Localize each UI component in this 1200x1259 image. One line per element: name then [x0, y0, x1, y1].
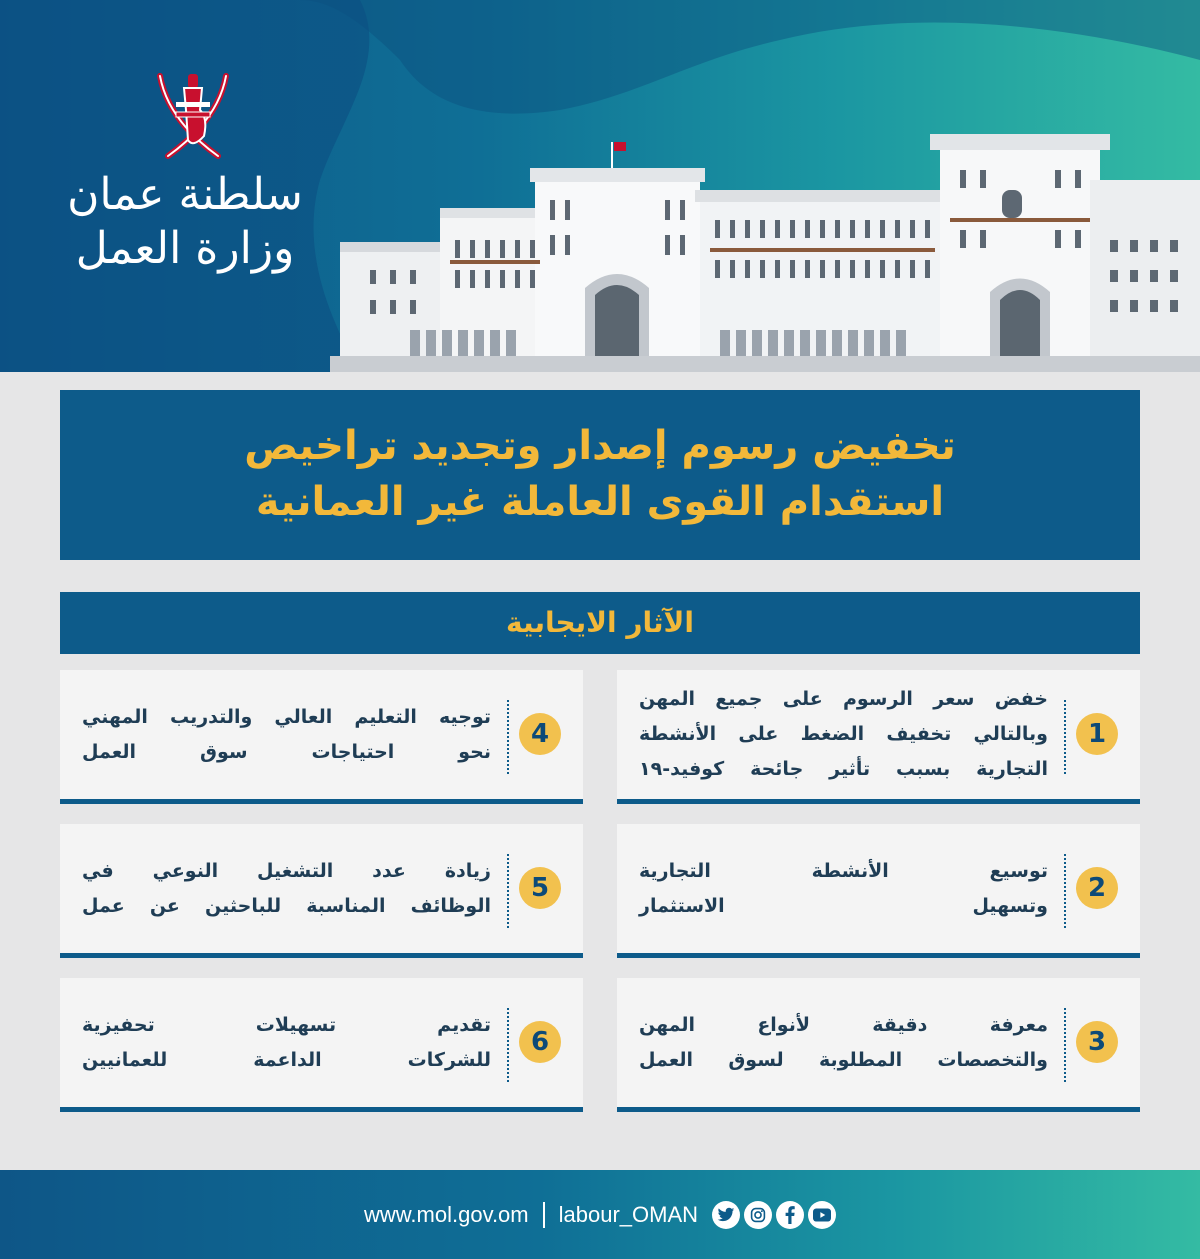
effect-line: وتسهيل الاستثمار — [639, 894, 1048, 917]
dotted-divider — [507, 1008, 509, 1082]
footer-divider — [543, 1202, 545, 1228]
dotted-divider — [1064, 854, 1066, 928]
social-icons — [712, 1201, 836, 1229]
ministry-line-country: سلطنة عمان — [67, 169, 303, 220]
social-handle[interactable]: labour_OMAN — [558, 1202, 699, 1227]
effect-number-badge: 4 — [519, 713, 561, 755]
youtube-icon[interactable] — [808, 1201, 836, 1229]
effect-number-badge: 2 — [1076, 867, 1118, 909]
dotted-divider — [507, 700, 509, 774]
effect-card-1 — [617, 670, 1140, 804]
footer-bar — [0, 1170, 1200, 1259]
oman-emblem-icon — [148, 70, 238, 162]
facebook-icon[interactable] — [776, 1201, 804, 1229]
effect-text — [82, 978, 491, 1107]
effect-number-badge: 3 — [1076, 1021, 1118, 1063]
effect-line: معرفة دقيقة لأنواع المهن — [639, 1013, 1048, 1036]
effect-line: تقديم تسهيلات تحفيزية — [82, 1013, 491, 1036]
effect-line: زيادة عدد التشغيل النوعي في — [82, 859, 491, 882]
ministry-name — [60, 168, 310, 276]
ministry-line-ministry: وزارة العمل — [75, 223, 295, 274]
effect-number-badge: 5 — [519, 867, 561, 909]
effect-line: توجيه التعليم العالي والتدريب المهني — [82, 705, 491, 728]
effect-number-badge: 1 — [1076, 713, 1118, 755]
effect-line: للشركات الداعمة للعمانيين — [82, 1048, 491, 1071]
footer-contact-row — [0, 1197, 1200, 1233]
effect-card-5 — [60, 824, 583, 958]
effect-text — [639, 824, 1048, 953]
twitter-icon[interactable] — [712, 1201, 740, 1229]
title-line-1: تخفيض رسوم إصدار وتجديد تراخيص — [244, 423, 956, 469]
effect-line: والتخصصات المطلوبة لسوق العمل — [639, 1048, 1048, 1071]
ministry-building-illustration — [330, 120, 1200, 372]
effect-text — [639, 978, 1048, 1107]
effect-card-6 — [60, 978, 583, 1112]
effect-card-3 — [617, 978, 1140, 1112]
dotted-divider — [1064, 700, 1066, 774]
title-banner — [60, 390, 1140, 560]
title-line-2: استقدام القوى العاملة غير العمانية — [255, 479, 945, 525]
effect-line: وبالتالي تخفيف الضغط على الأنشطة — [639, 723, 1048, 745]
effect-line: نحو احتياجات سوق العمل — [82, 740, 491, 763]
effect-line: توسيع الأنشطة التجارية — [639, 859, 1048, 882]
effect-text — [82, 670, 491, 799]
effect-text — [82, 824, 491, 953]
header-banner — [0, 0, 1200, 372]
dotted-divider — [1064, 1008, 1066, 1082]
effect-text — [639, 670, 1048, 799]
instagram-icon[interactable] — [744, 1201, 772, 1229]
effect-line: الوظائف المناسبة للباحثين عن عمل — [82, 894, 491, 917]
effect-line: خفض سعر الرسوم على جميع المهن — [639, 688, 1048, 710]
effect-line: التجارية بسبب تأثير جائحة كوفيد-١٩ — [639, 758, 1048, 780]
effect-card-2 — [617, 824, 1140, 958]
website-link[interactable]: www.mol.gov.om — [363, 1202, 529, 1227]
effect-card-4 — [60, 670, 583, 804]
section-heading: الآثار الايجابية — [60, 592, 1140, 654]
effect-number-badge: 6 — [519, 1021, 561, 1063]
dotted-divider — [507, 854, 509, 928]
